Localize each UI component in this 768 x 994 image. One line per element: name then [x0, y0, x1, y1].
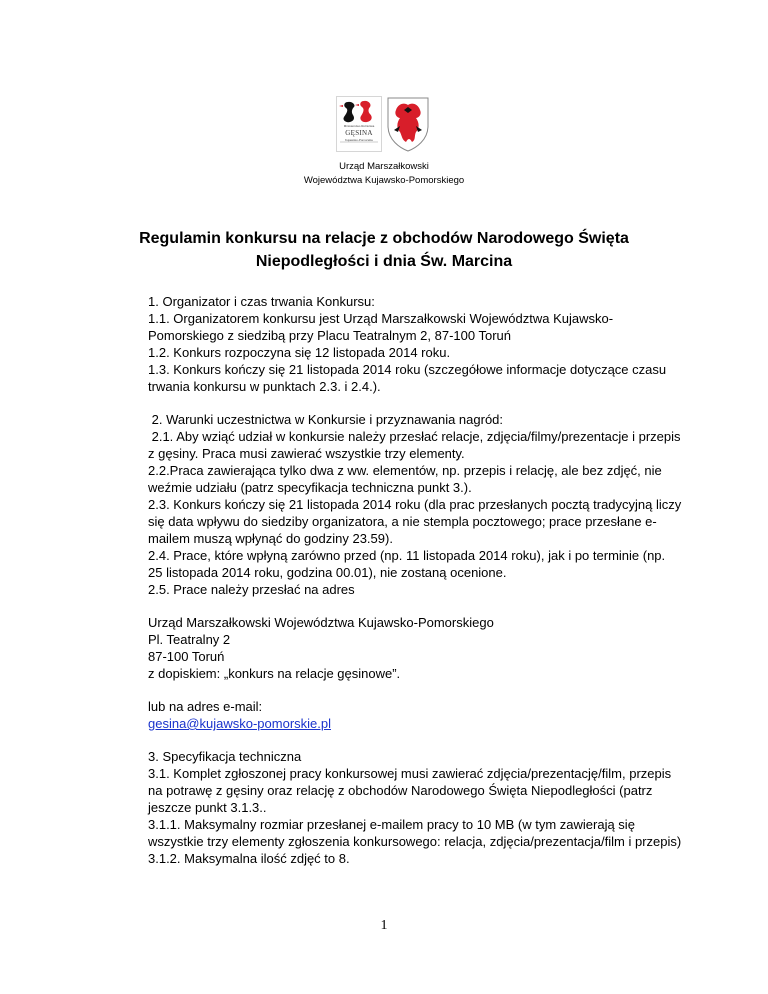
paragraph-line: wszystkie trzy elementy zgłoszenia konkursowego: relacja, zdjęcia/prezentacja/film i przepis) — [148, 834, 682, 849]
header-logos — [336, 96, 432, 152]
gesina-tagline-bottom: Kujawsko-Pomorskie — [344, 138, 373, 142]
paragraph-line: na potrawę z gęsiny oraz relację z obchodów Narodowego Święta Niepodległości (patrz — [148, 783, 653, 798]
paragraph-line: mailem muszą wpłynąć do godziny 23.59). — [148, 531, 393, 546]
paragraph-line: 1.1. Organizatorem konkursu jest Urząd Marszałkowski Województwa Kujawsko- — [148, 311, 614, 326]
paragraph-line: 1.3. Konkurs kończy się 21 listopada 2014 roku (szczegółowe informacje dotyczące czasu — [148, 362, 667, 377]
page-number: 1 — [380, 918, 388, 933]
paragraph-line: Pomorskiego z siedzibą przy Placu Teatralnym 2, 87-100 Toruń — [148, 328, 511, 343]
paragraph-line: weźmie udziału (patrz specyfikacja techniczna punkt 3.). — [148, 480, 472, 495]
email-link[interactable]: gesina@kujawsko-pomorskie.pl — [148, 716, 331, 731]
gesina-wordmark: GĘSINA — [345, 129, 373, 137]
document-title-line1: Regulamin konkursu na relacje z obchodów Narodowego Święta — [139, 230, 629, 247]
office-name-line2: Województwa Kujawsko-Pomorskiego — [303, 175, 465, 186]
coat-of-arms-icon — [386, 96, 430, 152]
paragraph-line: 2.1. Aby wziąć udział w konkursie należy przesłać relacje, zdjęcia/filmy/prezentacje i przepis — [148, 429, 681, 444]
address-line: 87-100 Toruń — [148, 649, 225, 664]
paragraph-line: 25 listopada 2014 roku, godzina 00.01), nie zostaną ocenione. — [148, 565, 507, 580]
paragraph-line: 2.3. Konkurs kończy się 21 listopada 2014 roku (dla prac przesłanych pocztą tradycyjną liczy — [148, 497, 682, 512]
paragraph-line: lub na adres e-mail: — [148, 699, 263, 714]
section-1-heading: 1. Organizator i czas trwania Konkursu: — [148, 294, 375, 309]
paragraph-line: 3.1.1. Maksymalny rozmiar przesłanej e-mailem pracy to 10 MB (w tym zawierają się — [148, 817, 635, 832]
paragraph-line: z gęsiny. Praca musi zawierać wszystkie trzy elementy. — [148, 446, 465, 461]
coat-of-arms-logo — [386, 96, 430, 152]
gesina-tagline-top: Ministerstwo Rolnictwa — [343, 124, 375, 128]
address-line: Urząd Marszałkowski Województwa Kujawsko-Pomorskiego — [148, 615, 494, 630]
paragraph-line: 2.2.Praca zawierająca tylko dwa z ww. elementów, np. przepis i relację, ale bez zdjęć, nie — [148, 463, 662, 478]
address-line: Pl. Teatralny 2 — [148, 632, 231, 647]
section-2-heading: 2. Warunki uczestnictwa w Konkursie i przyznawania nagród: — [148, 412, 504, 427]
section-3-heading: 3. Specyfikacja techniczna — [148, 749, 302, 764]
document-title-line2: Niepodległości i dnia Św. Marcina — [255, 253, 513, 270]
address-line: z dopiskiem: „konkurs na relacje gęsinowe”. — [148, 666, 401, 681]
paragraph-line: jeszcze punkt 3.1.3.. — [148, 800, 267, 815]
paragraph-line: 3.1. Komplet zgłoszonej pracy konkursowej musi zawierać zdjęcia/prezentację/film, przepis — [148, 766, 672, 781]
paragraph-line: 2.4. Prace, które wpłyną zarówno przed (np. 11 listopada 2014 roku), jak i po terminie (np. — [148, 548, 666, 563]
paragraph-line: się data wpływu do siedziby organizatora, a nie stempla pocztowego; prace przesłane e- — [148, 514, 657, 529]
paragraph-line: 1.2. Konkurs rozpoczyna się 12 listopada 2014 roku. — [148, 345, 451, 360]
paragraph-line: 2.5. Prace należy przesłać na adres — [148, 582, 355, 597]
office-name-line1: Urząd Marszałkowski — [339, 161, 429, 172]
gesina-logo — [336, 96, 382, 152]
paragraph-line: trwania konkursu w punktach 2.3. i 2.4.). — [148, 379, 381, 394]
paragraph-line: 3.1.2. Maksymalna ilość zdjęć to 8. — [148, 851, 350, 866]
